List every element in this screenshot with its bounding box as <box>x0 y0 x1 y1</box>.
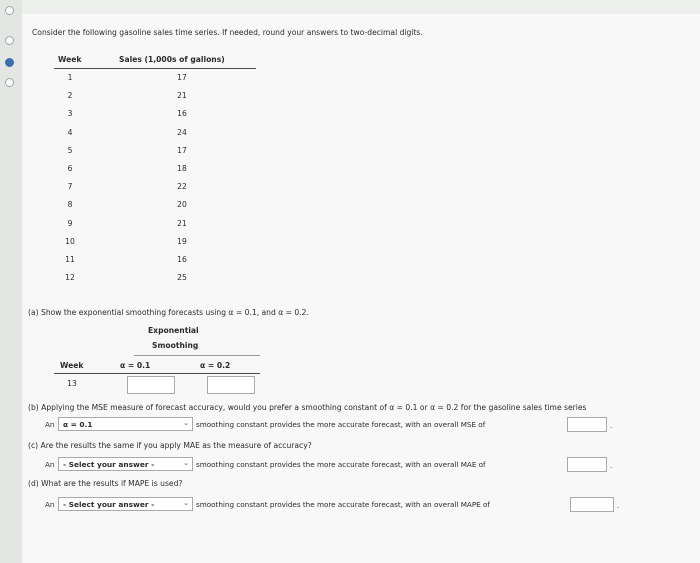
table-cell-week: 12 <box>65 273 75 283</box>
table-cell-sales: 25 <box>177 273 187 283</box>
part-c-mae-input[interactable] <box>567 457 607 472</box>
table-cell-sales: 17 <box>177 73 187 82</box>
part-d-answer-prefix: An <box>45 500 55 509</box>
part-d-mape-input[interactable] <box>570 497 614 512</box>
radio-icon[interactable] <box>5 6 14 15</box>
table-cell-sales: 22 <box>177 182 187 192</box>
question-nav-rail <box>0 0 22 563</box>
part-c-end: . <box>610 461 613 470</box>
forecast-alpha-01-input[interactable] <box>127 376 175 394</box>
part-b-suffix: smoothing constant provides the more accurate forecast, with an overall MSE of <box>196 420 486 429</box>
table-cell-sales: 16 <box>177 109 187 119</box>
table-cell-week: 7 <box>67 182 73 192</box>
question-panel <box>22 14 700 563</box>
part-c-prompt: (c) Are the results the same if you apply MAE as the measure of accuracy? <box>28 441 312 450</box>
table-cell-sales: 21 <box>177 91 187 101</box>
chevron-down-icon: ⌄ <box>183 459 189 467</box>
table-cell-week: 5 <box>67 145 73 155</box>
table-cell-sales: 20 <box>177 200 187 210</box>
table-cell-week: 1 <box>67 73 73 82</box>
table-cell-sales: 21 <box>177 218 187 228</box>
part-b-mse-input[interactable] <box>567 417 607 432</box>
table-cell-sales: 17 <box>177 145 187 155</box>
table-cell-week: 3 <box>67 109 73 119</box>
table-header-week: Week <box>58 55 82 64</box>
table-cell-week: 2 <box>67 91 73 101</box>
part-b-select[interactable] <box>58 417 193 431</box>
table-header-sales: Sales (1,000s of gallons) <box>119 55 225 64</box>
chevron-down-icon: ⌄ <box>183 419 189 427</box>
part-d-prompt: (d) What are the results if MAPE is used? <box>28 479 183 488</box>
table-cell-week: 6 <box>67 164 73 173</box>
table-cell-week: 10 <box>65 236 75 246</box>
table-cell-week: 4 <box>67 127 73 137</box>
forecast-alpha-02-input[interactable] <box>207 376 255 394</box>
part-a-prompt: (a) Show the exponential smoothing forecasts using α = 0.1, and α = 0.2. <box>28 308 309 317</box>
forecast-header-alpha-01: α = 0.1 <box>120 361 151 370</box>
part-c-answer-prefix: An <box>45 460 55 469</box>
radio-icon[interactable] <box>5 78 14 87</box>
table-header-rule <box>54 68 256 69</box>
forecast-header-alpha-02: α = 0.2 <box>200 361 231 370</box>
part-b-prompt: (b) Applying the MSE measure of forecast accuracy, would you prefer a smoothing constant of α = 0.1 or α = 0.2 for the gasoline sales time series <box>28 403 587 412</box>
exp-smoothing-rule <box>134 355 260 356</box>
part-d-end: . <box>617 501 620 510</box>
part-d-select[interactable] <box>58 497 193 511</box>
exp-smoothing-header-1: Exponential <box>148 326 199 335</box>
forecast-week: 13 <box>67 379 77 388</box>
table-cell-week: 11 <box>65 255 75 264</box>
table-cell-sales: 19 <box>177 236 187 246</box>
table-cell-sales: 16 <box>177 255 187 264</box>
part-b-end: . <box>610 421 613 430</box>
part-c-suffix: smoothing constant provides the more accurate forecast, with an overall MAE of <box>196 460 486 469</box>
part-d-suffix: smoothing constant provides the more accurate forecast, with an overall MAPE of <box>196 500 490 509</box>
part-b-select-value: α = 0.1 <box>63 420 93 429</box>
table-cell-sales: 24 <box>177 127 187 137</box>
part-b-answer-prefix: An <box>45 420 55 429</box>
radio-icon[interactable] <box>5 58 14 67</box>
exp-smoothing-header-2: Smoothing <box>152 341 199 350</box>
question-intro: Consider the following gasoline sales time series. If needed, round your answers to two-decimal digits. <box>32 28 423 37</box>
radio-icon[interactable] <box>5 36 14 45</box>
table-cell-sales: 18 <box>177 164 187 173</box>
part-c-select[interactable] <box>58 457 193 471</box>
table-cell-week: 9 <box>67 218 73 228</box>
forecast-header-rule <box>54 373 260 374</box>
part-d-select-value: - Select your answer - <box>63 500 155 509</box>
part-c-select-value: - Select your answer - <box>63 460 155 469</box>
table-cell-week: 8 <box>67 200 73 210</box>
forecast-header-week: Week <box>60 361 84 370</box>
chevron-down-icon: ⌄ <box>183 499 189 507</box>
